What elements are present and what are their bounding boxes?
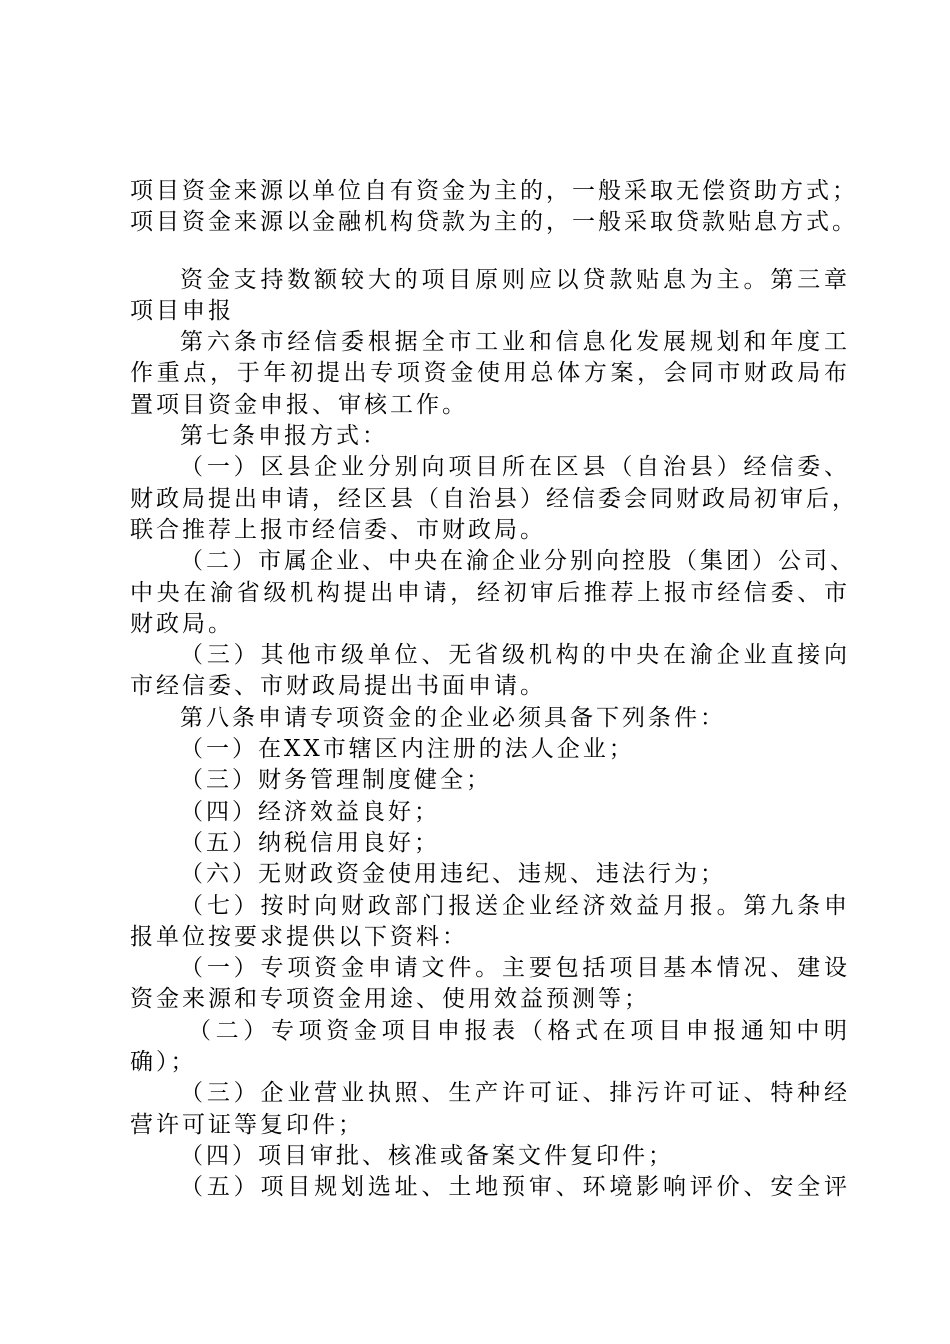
text-line: 报单位按要求提供以下资料：: [130, 923, 468, 950]
text-line: 财政局。: [130, 610, 234, 637]
document-body: [130, 176, 858, 1204]
text-line: 置项目资金申报、审核工作。: [130, 391, 468, 418]
text-line: 财政局提出申请，经区县（自治县）经信委会同财政局初审后，: [130, 485, 858, 512]
text-line: （二）专项资金项目申报表（格式在项目申报通知中明: [188, 1017, 850, 1044]
text-line: （一）专项资金申请文件。主要包括项目基本情况、建设: [180, 955, 850, 982]
text-line: 项目资金来源以金融机构贷款为主的，一般采取贷款贴息方式。: [130, 209, 858, 236]
text-line: （三）财务管理制度健全；: [180, 767, 492, 794]
text-line: 中央在渝省级机构提出申请，经初审后推荐上报市经信委、市: [130, 579, 850, 606]
text-line: 营许可证等复印件；: [130, 1111, 364, 1138]
text-line: 资金来源和专项资金用途、使用效益预测等；: [130, 986, 650, 1013]
text-line: （一）区县企业分别向项目所在区县（自治县）经信委、: [180, 454, 850, 481]
text-line: （四）经济效益良好；: [180, 798, 440, 825]
text-line: 项目申报: [130, 297, 234, 324]
text-line: 资金支持数额较大的项目原则应以贷款贴息为主。第三章: [180, 266, 850, 293]
text-line: （五）纳税信用良好；: [180, 829, 440, 856]
text-line: 项目资金来源以单位自有资金为主的，一般采取无偿资助方式；: [130, 178, 858, 204]
text-line: 联合推荐上报市经信委、市财政局。: [130, 516, 546, 543]
text-line: 第六条市经信委根据全市工业和信息化发展规划和年度工: [180, 329, 850, 356]
text-line: （三）企业营业执照、生产许可证、排污许可证、特种经: [180, 1080, 850, 1107]
text-line: （一）在XX市辖区内注册的法人企业；: [180, 736, 635, 763]
text-line: （五）项目规划选址、土地预审、环境影响评价、安全评: [180, 1174, 850, 1201]
text-line: （二）市属企业、中央在渝企业分别向控股（集团）公司、: [180, 548, 856, 575]
text-line: 确）；: [130, 1049, 197, 1076]
text-line: （六）无财政资金使用违纪、违规、违法行为；: [180, 861, 726, 888]
text-line: （四）项目审批、核准或备案文件复印件；: [180, 1142, 674, 1169]
text-line: （七）按时向财政部门报送企业经济效益月报。第九条申: [180, 892, 850, 919]
text-line: 第八条申请专项资金的企业必须具备下列条件：: [180, 704, 726, 731]
text-line: （三）其他市级单位、无省级机构的中央在渝企业直接向: [180, 642, 850, 669]
text-line: 作重点，于年初提出专项资金使用总体方案，会同市财政局布: [130, 360, 850, 387]
text-line: 市经信委、市财政局提出书面申请。: [130, 673, 546, 700]
text-line: 第七条申报方式：: [180, 423, 388, 450]
